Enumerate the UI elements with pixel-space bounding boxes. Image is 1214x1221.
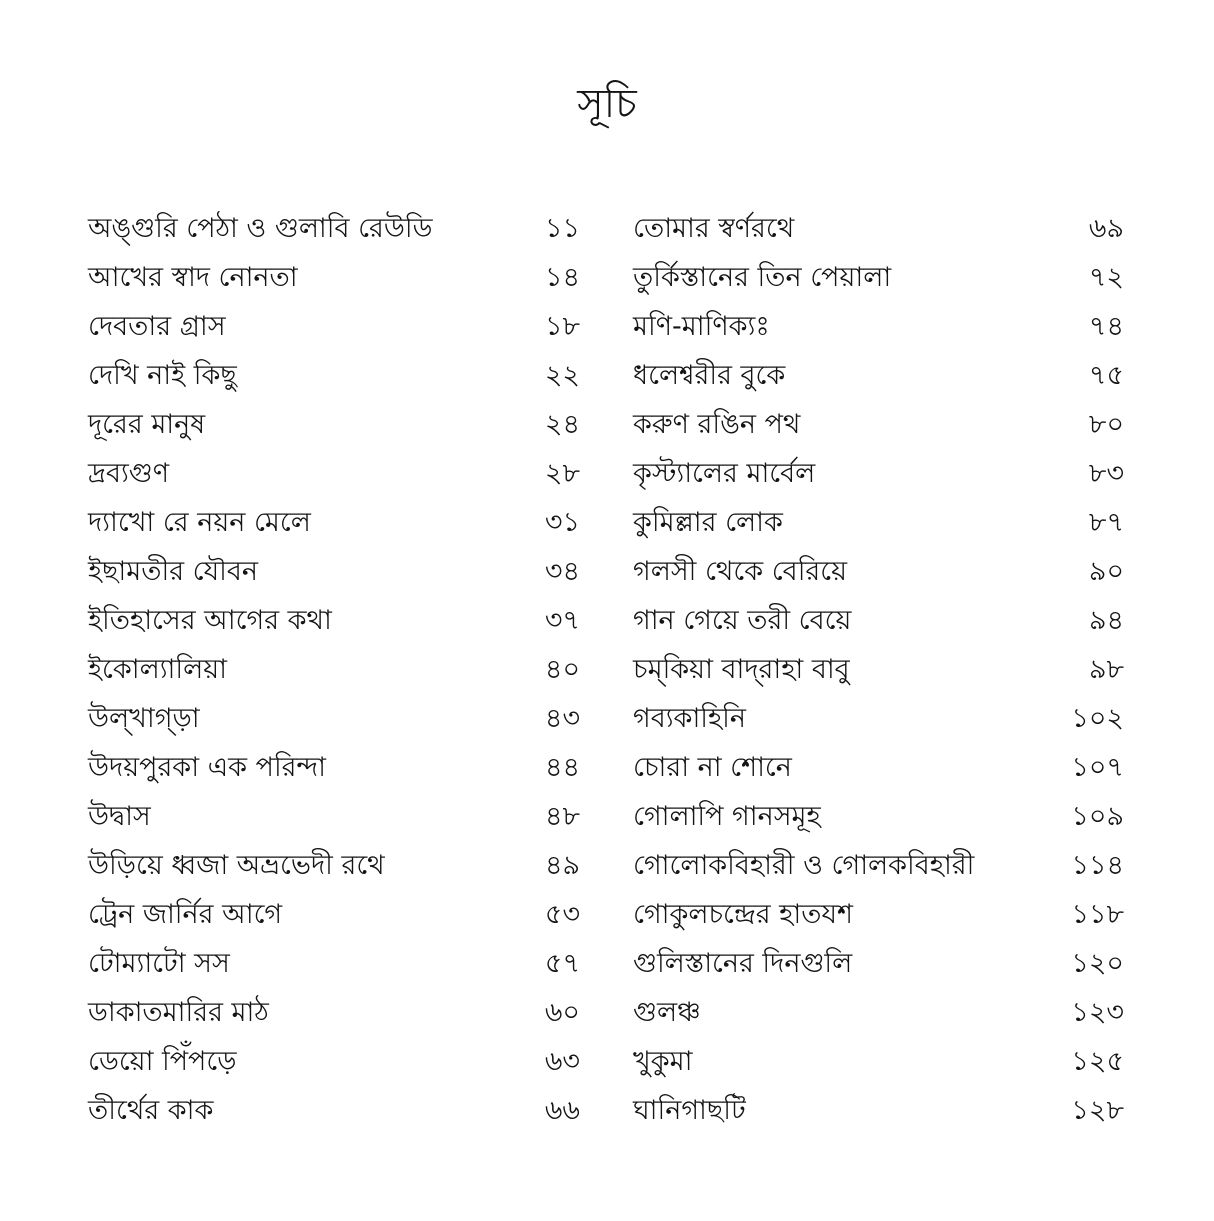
toc-entry-title: দেবতার গ্রাস: [88, 311, 226, 342]
toc-entry-title: তুর্কিস্তানের তিন পেয়ালা: [633, 262, 892, 293]
toc-entry-page-number: ১০৭: [1071, 752, 1124, 783]
toc-entry-title: উদয়পুরকা এক পরিন্দা: [88, 752, 327, 783]
toc-entry: [88, 990, 580, 1039]
toc-entry: [633, 794, 1124, 843]
toc-entry-page-number: ৬৯: [1088, 213, 1124, 244]
toc-entry-title: অঙ্গুরি পেঠা ও গুলাবি রেউডি: [88, 213, 433, 244]
toc-entry: [633, 745, 1124, 794]
toc-entry: [88, 500, 580, 549]
toc-entry: [633, 843, 1124, 892]
toc-entry: [88, 549, 580, 598]
toc-entry-title: গোলোকবিহারী ও গোলকবিহারী: [633, 850, 975, 881]
toc-entry-title: খুকুমা: [633, 1046, 693, 1077]
toc-entry-page-number: ৯০: [1088, 556, 1124, 587]
toc-entry-title: গলসী থেকে বেরিয়ে: [633, 556, 848, 587]
toc-entry-title: তোমার স্বর্ণরথে: [633, 213, 795, 244]
toc-entry: [633, 1088, 1124, 1137]
toc-entry-page-number: ৮৩: [1088, 458, 1124, 489]
toc-entry-page-number: ৭৪: [1088, 311, 1124, 342]
toc-entry-page-number: ২৪: [544, 409, 580, 440]
toc-entry: [88, 941, 580, 990]
toc-entry-title: দেখি নাই কিছু: [88, 360, 237, 391]
toc-entry: [88, 1088, 580, 1137]
toc-entry: [88, 353, 580, 402]
toc-entry-title: গুলঞ্চ: [633, 997, 701, 1028]
toc-entry-title: ইতিহাসের আগের কথা: [88, 605, 332, 636]
toc-entry-page-number: ১০৯: [1071, 801, 1124, 832]
toc-entry-page-number: ১২৩: [1071, 997, 1124, 1028]
toc-entry-title: উড়িয়ে ধ্বজা অভ্রভেদী রথে: [88, 850, 385, 881]
toc-entry: [88, 206, 580, 255]
toc-entry: [633, 353, 1124, 402]
toc-entry-title: গব্যকাহিনি: [633, 703, 747, 734]
toc-entry: [633, 206, 1124, 255]
toc-entry: [88, 1039, 580, 1088]
toc-entry: [633, 255, 1124, 304]
toc-entry-title: দ্রব্যগুণ: [88, 458, 170, 489]
toc-entry-page-number: ৪০: [544, 654, 580, 685]
toc-entry: [633, 549, 1124, 598]
toc-entry: [88, 304, 580, 353]
toc-entry-title: তীর্থের কাক: [88, 1095, 214, 1126]
toc-entry-title: কুমিল্লার লোক: [633, 507, 783, 538]
toc-entry-title: ইছামতীর যৌবন: [88, 556, 259, 587]
toc-entry: [88, 598, 580, 647]
toc-entry-page-number: ৬৩: [544, 1046, 580, 1077]
toc-entry-page-number: ৩৪: [544, 556, 580, 587]
toc-entry-title: করুণ রঙিন পথ: [633, 409, 801, 440]
toc-entry: [633, 1039, 1124, 1088]
toc-column-right: [633, 206, 1124, 1137]
toc-entry-title: উদ্বাস: [88, 801, 151, 832]
toc-entry-page-number: ৬০: [544, 997, 580, 1028]
toc-entry: [88, 745, 580, 794]
toc-entry-title: মণি-মাণিক্যঃ: [633, 311, 770, 342]
toc-entry-page-number: ৭২: [1088, 262, 1124, 293]
toc-entry-title: টোম্যাটো সস: [88, 948, 230, 979]
toc-entry-page-number: ৩৭: [544, 605, 580, 636]
toc-entry-page-number: ৪৮: [544, 801, 580, 832]
toc-entry-page-number: ৪৯: [544, 850, 580, 881]
toc-entry: [88, 402, 580, 451]
toc-entry-page-number: ১২৫: [1071, 1046, 1124, 1077]
toc-entry: [633, 402, 1124, 451]
toc-entry-page-number: ১১৪: [1071, 850, 1124, 881]
toc-entry-title: গোলাপি গানসমূহ: [633, 801, 821, 832]
toc-entry: [88, 647, 580, 696]
toc-entry-title: চোরা না শোনে: [633, 752, 792, 783]
toc-entry-title: ধলেশ্বরীর বুকে: [633, 360, 786, 391]
toc-entry: [633, 304, 1124, 353]
toc-entry-page-number: ১৮: [544, 311, 580, 342]
toc-entry: [633, 500, 1124, 549]
toc-entry-page-number: ৬৬: [544, 1095, 580, 1126]
toc-entry: [88, 451, 580, 500]
toc-entry: [633, 598, 1124, 647]
toc-column-left: [88, 206, 580, 1137]
toc-entry-page-number: ৪৪: [544, 752, 580, 783]
toc-entry-title: ইকোল্যালিয়া: [88, 654, 227, 685]
toc-entry-page-number: ৫৩: [544, 899, 580, 930]
toc-entry-page-number: ১২৮: [1071, 1095, 1124, 1126]
toc-entry-page-number: ৭৫: [1088, 360, 1124, 391]
toc-entry: [633, 696, 1124, 745]
toc-entry-title: ঘানিগাছটি: [633, 1095, 746, 1126]
toc-entry-page-number: ১৪: [544, 262, 580, 293]
toc-entry: [88, 696, 580, 745]
toc-entry-title: আখের স্বাদ নোনতা: [88, 262, 298, 293]
toc-entry-title: ডেয়ো পিঁপড়ে: [88, 1046, 237, 1077]
toc-entry: [633, 647, 1124, 696]
toc-entry-page-number: ২২: [544, 360, 580, 391]
toc-entry: [633, 941, 1124, 990]
toc-entry-page-number: ২৮: [544, 458, 580, 489]
toc-entry-title: চম্‌কিয়া বাদ্‌রাহা বাবু: [633, 654, 850, 685]
toc-entry: [633, 990, 1124, 1039]
toc-entry-page-number: ১২০: [1071, 948, 1124, 979]
toc-entry-title: কৃস্ট্যালের মার্বেল: [633, 458, 816, 489]
toc-entry: [88, 843, 580, 892]
toc-entry-page-number: ৮৭: [1088, 507, 1124, 538]
toc-entry-title: গুলিস্তানের দিনগুলি: [633, 948, 853, 979]
toc-entry-page-number: ১০২: [1071, 703, 1124, 734]
toc-entry-page-number: ৪৩: [544, 703, 580, 734]
toc-entry: [88, 892, 580, 941]
toc-entry-title: ট্রেন জার্নির আগে: [88, 899, 283, 930]
toc-entry-title: উল্‌খাগ্‌ড়া: [88, 703, 200, 734]
toc-entry: [88, 794, 580, 843]
toc-entry-title: দূরের মানুষ: [88, 409, 206, 440]
toc-entry-title: গান গেয়ে তরী বেয়ে: [633, 605, 852, 636]
toc-entry: [633, 892, 1124, 941]
page-title: সূচি: [577, 81, 637, 127]
toc-entry-page-number: ৩১: [544, 507, 580, 538]
toc-entry-page-number: ১১৮: [1071, 899, 1124, 930]
toc-entry-page-number: ৮০: [1088, 409, 1124, 440]
toc-entry: [633, 451, 1124, 500]
toc-entry: [88, 255, 580, 304]
toc-entry-page-number: ১১: [544, 213, 580, 244]
toc-entry-page-number: ৯৪: [1088, 605, 1124, 636]
toc-entry-title: ডাকাতমারির মাঠ: [88, 997, 269, 1028]
toc-entry-title: গোকুলচন্দ্রের হাতযশ: [633, 899, 853, 930]
toc-entry-page-number: ৫৭: [544, 948, 580, 979]
toc-entry-page-number: ৯৮: [1088, 654, 1124, 685]
toc-entry-title: দ্যাখো রে নয়ন মেলে: [88, 507, 311, 538]
